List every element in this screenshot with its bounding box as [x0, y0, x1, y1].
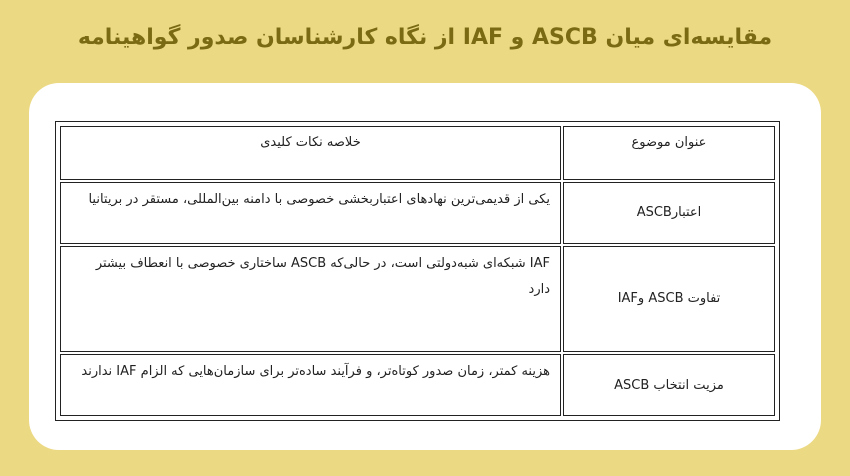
header-summary: خلاصه نکات کلیدی	[60, 126, 561, 180]
comparison-table-frame	[55, 121, 780, 421]
row-topic: تفاوت ASCB وIAF	[563, 246, 775, 352]
row-topic: مزیت انتخاب ASCB	[563, 354, 775, 416]
comparison-table	[58, 124, 777, 418]
header-topic: عنوان موضوع	[563, 126, 775, 180]
row-topic: اعتبارASCB	[563, 182, 775, 244]
table-row	[60, 246, 775, 352]
page-title: مقایسه‌ای میان ASCB و IAF از نگاه کارشناسان صدور گواهینامه	[77, 25, 773, 50]
row-summary: هزینه کمتر، زمان صدور کوتاه‌تر، و فرآیند ساده‌تر برای سازمان‌هایی که الزام IAF ندارند	[60, 354, 561, 416]
row-summary: IAF شبکه‌ای شبه‌دولتی است، در حالی‌که ASCB ساختاری خصوصی با انعطاف بیشتر دارد	[60, 246, 561, 352]
row-summary: یکی از قدیمی‌ترین نهادهای اعتباربخشی خصوصی با دامنه بین‌المللی، مستقر در بریتانیا	[60, 182, 561, 244]
table-row	[60, 354, 775, 416]
content-card	[29, 83, 821, 450]
table-header-row	[60, 126, 775, 180]
table-row	[60, 182, 775, 244]
